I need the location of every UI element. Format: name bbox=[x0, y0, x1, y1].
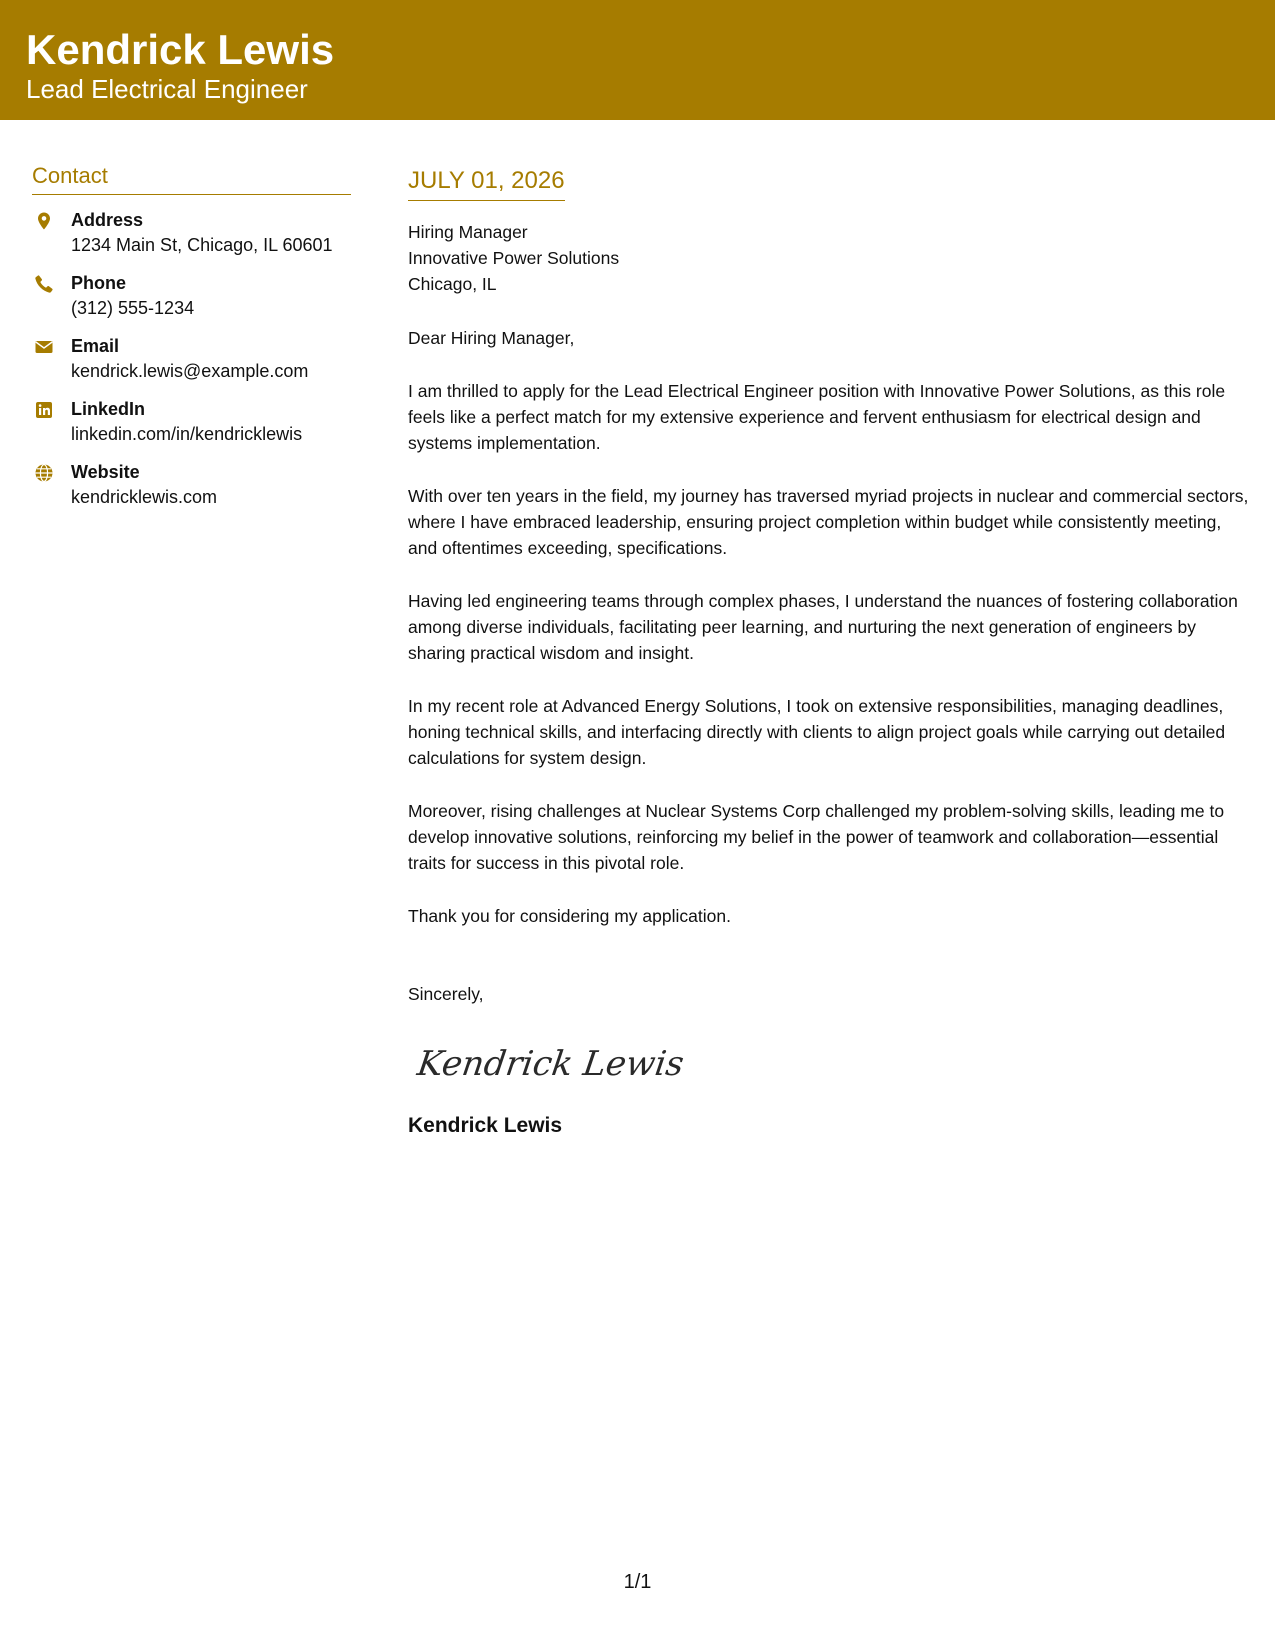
contact-item-website bbox=[32, 461, 351, 524]
letter-paragraph: I am thrilled to apply for the Lead Electrical Engineer position with Innovative Power Solutions, as this role feels like a perfect match for my extensive experience and fervent enthusiasm for electrical design and systems implementation. bbox=[408, 381, 1226, 453]
page-number: 1/1 bbox=[623, 1571, 652, 1593]
contact-label: Website bbox=[71, 462, 140, 482]
letter-paragraph: Thank you for considering my application. bbox=[408, 906, 731, 926]
contact-item-email bbox=[32, 335, 351, 398]
map-pin-icon bbox=[34, 211, 54, 231]
contact-value-email[interactable]: kendrick.lewis@example.com bbox=[71, 361, 309, 381]
contact-sidebar bbox=[32, 162, 351, 524]
letter-paragraph: In my recent role at Advanced Energy Solutions, I took on extensive responsibilities, managing deadlines, honing technical skills, and interfacing directly with clients to align project goals while carrying out detailed calculations for system design. bbox=[408, 696, 1226, 768]
contact-value-linkedin[interactable]: linkedin.com/in/kendricklewis bbox=[71, 424, 303, 444]
contact-label: Phone bbox=[71, 273, 127, 293]
contact-item-address bbox=[32, 209, 351, 272]
applicant-title: Lead Electrical Engineer bbox=[26, 74, 308, 104]
applicant-name: Kendrick Lewis bbox=[26, 26, 335, 73]
linkedin-icon bbox=[34, 400, 54, 420]
closing: Sincerely, bbox=[408, 984, 484, 1004]
contact-label: LinkedIn bbox=[71, 399, 146, 419]
recipient-line: Hiring Manager bbox=[408, 222, 528, 242]
salutation: Dear Hiring Manager, bbox=[408, 328, 575, 348]
contact-section-title: Contact bbox=[32, 162, 351, 195]
globe-icon bbox=[34, 463, 54, 483]
letter-date: JULY 01, 2026 bbox=[408, 166, 565, 201]
contact-value-address: 1234 Main St, Chicago, IL 60601 bbox=[71, 235, 333, 255]
contact-value-website[interactable]: kendricklewis.com bbox=[71, 487, 218, 507]
contact-label: Email bbox=[71, 336, 120, 356]
contact-list bbox=[32, 209, 351, 524]
contact-item-phone bbox=[32, 272, 351, 335]
contact-value-phone[interactable]: (312) 555-1234 bbox=[71, 298, 195, 318]
letter-body bbox=[408, 166, 1253, 1139]
recipient-block bbox=[408, 219, 1253, 297]
recipient-line: Innovative Power Solutions bbox=[408, 248, 620, 268]
contact-item-linkedin bbox=[32, 398, 351, 461]
phone-icon bbox=[34, 274, 54, 294]
letter-paragraph: With over ten years in the field, my journey has traversed myriad projects in nuclear and commercial sectors, where I have embraced leadership, ensuring project completion within budget while consistently meeting, and oftentimes exceeding, specifications. bbox=[408, 486, 1249, 558]
recipient-line: Chicago, IL bbox=[408, 274, 497, 294]
envelope-icon bbox=[34, 337, 54, 357]
contact-label: Address bbox=[71, 210, 144, 230]
letter-paragraph: Moreover, rising challenges at Nuclear Systems Corp challenged my problem-solving skills, leading me to develop innovative solutions, reinforcing my belief in the power of teamwork and collaboration—essential traits for success in this pivotal role. bbox=[408, 801, 1225, 873]
header-banner bbox=[0, 0, 1275, 120]
signed-name: Kendrick Lewis bbox=[408, 1114, 563, 1137]
letter-paragraph: Having led engineering teams through complex phases, I understand the nuances of fostering collaboration among diverse individuals, facilitating peer learning, and nurturing the next generation of engineers by sharing practical wisdom and insight. bbox=[408, 591, 1238, 663]
signature-text: Kendrick Lewis bbox=[414, 1044, 687, 1084]
handwritten-signature bbox=[414, 1033, 1253, 1093]
